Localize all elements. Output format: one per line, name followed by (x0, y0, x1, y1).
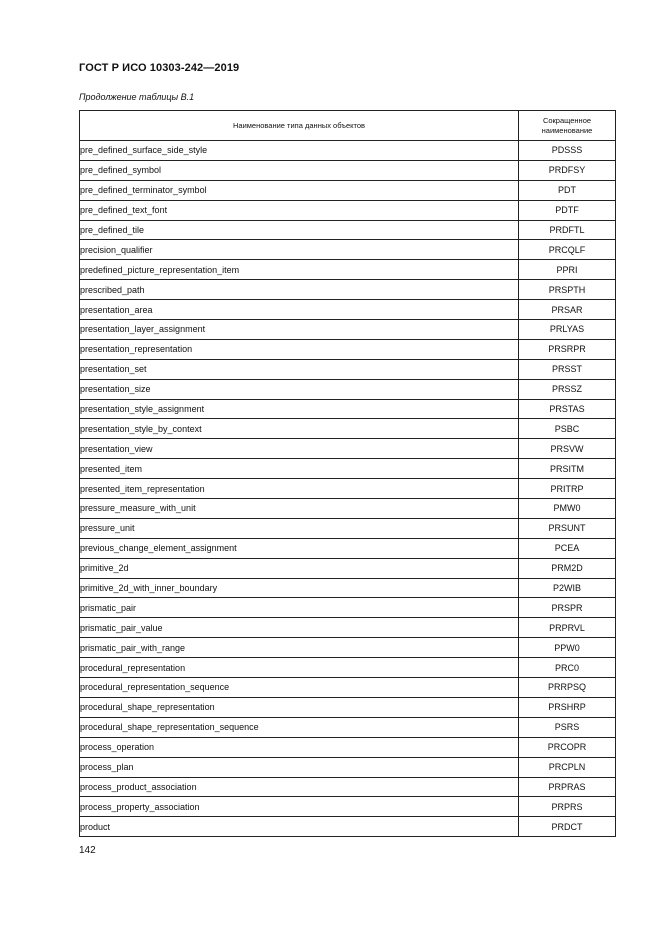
entity-type-name: pre_defined_text_font (80, 200, 519, 220)
entity-type-name: primitive_2d_with_inner_boundary (80, 578, 519, 598)
table-caption: Продолжение таблицы В.1 (79, 92, 195, 102)
entity-type-name: procedural_representation_sequence (80, 678, 519, 698)
table-row (80, 141, 616, 161)
short-name: PRSHRP (519, 697, 616, 717)
table-row (80, 697, 616, 717)
short-name: PRDCT (519, 817, 616, 837)
table-row (80, 479, 616, 499)
short-name: PRSPTH (519, 280, 616, 300)
short-name: PRLYAS (519, 320, 616, 340)
table-row (80, 260, 616, 280)
table-row (80, 339, 616, 359)
table-row (80, 638, 616, 658)
column-header-name: Наименование типа данных объектов (80, 111, 519, 141)
entity-type-name: presentation_view (80, 439, 519, 459)
table-row (80, 777, 616, 797)
table-row (80, 558, 616, 578)
short-name: PRCPLN (519, 757, 616, 777)
entity-type-name: process_property_association (80, 797, 519, 817)
entity-type-name: procedural_representation (80, 658, 519, 678)
short-name: PSRS (519, 717, 616, 737)
table-row (80, 280, 616, 300)
short-name: P2WIB (519, 578, 616, 598)
table-row (80, 200, 616, 220)
entity-type-name: pre_defined_terminator_symbol (80, 180, 519, 200)
table-row (80, 320, 616, 340)
entity-type-name: precision_qualifier (80, 240, 519, 260)
short-name: PRSPR (519, 598, 616, 618)
entity-type-name: pressure_measure_with_unit (80, 499, 519, 519)
entity-type-name: pre_defined_surface_side_style (80, 141, 519, 161)
entity-type-name: pre_defined_tile (80, 220, 519, 240)
entity-type-name: predefined_picture_representation_item (80, 260, 519, 280)
short-name: PDSSS (519, 141, 616, 161)
short-name: PRC0 (519, 658, 616, 678)
table-row (80, 518, 616, 538)
short-name: PPW0 (519, 638, 616, 658)
short-name: PRITRP (519, 479, 616, 499)
table-row (80, 678, 616, 698)
page-number: 142 (79, 845, 96, 856)
short-name: PDT (519, 180, 616, 200)
entity-type-name: prismatic_pair_with_range (80, 638, 519, 658)
entity-type-name: prismatic_pair (80, 598, 519, 618)
table-row (80, 658, 616, 678)
table-row (80, 757, 616, 777)
table-header-row (80, 111, 616, 141)
table-row (80, 717, 616, 737)
short-name: PRSITM (519, 459, 616, 479)
short-name: PRRPSQ (519, 678, 616, 698)
table-row (80, 300, 616, 320)
entity-type-name: process_product_association (80, 777, 519, 797)
short-name: PRDFTL (519, 220, 616, 240)
document-header: ГОСТ Р ИСО 10303-242—2019 (79, 62, 240, 74)
entity-type-name: presentation_representation (80, 339, 519, 359)
entity-type-name: presentation_style_by_context (80, 419, 519, 439)
entity-type-name: process_plan (80, 757, 519, 777)
table-row (80, 499, 616, 519)
entity-type-name: presentation_set (80, 359, 519, 379)
table-row (80, 379, 616, 399)
entity-type-name: pre_defined_symbol (80, 160, 519, 180)
entity-type-name: primitive_2d (80, 558, 519, 578)
short-name: PRSTAS (519, 399, 616, 419)
short-name: PDTF (519, 200, 616, 220)
short-name: PRSSZ (519, 379, 616, 399)
table-row (80, 439, 616, 459)
entity-type-name: product (80, 817, 519, 837)
table-row (80, 737, 616, 757)
table-row (80, 220, 616, 240)
entity-type-name: presented_item (80, 459, 519, 479)
table-row (80, 598, 616, 618)
table-row (80, 618, 616, 638)
short-name: PRSAR (519, 300, 616, 320)
entity-type-name: presented_item_representation (80, 479, 519, 499)
table-row (80, 180, 616, 200)
entity-type-name: prescribed_path (80, 280, 519, 300)
short-name: PRCOPR (519, 737, 616, 757)
entity-type-name: presentation_style_assignment (80, 399, 519, 419)
short-name: PRSUNT (519, 518, 616, 538)
short-name: PSBC (519, 419, 616, 439)
data-types-table (79, 110, 616, 837)
short-name: PRSVW (519, 439, 616, 459)
table-body (80, 141, 616, 837)
short-name: PRDFSY (519, 160, 616, 180)
table-row (80, 419, 616, 439)
entity-type-name: pressure_unit (80, 518, 519, 538)
entity-type-name: presentation_area (80, 300, 519, 320)
entity-type-name: procedural_shape_representation_sequence (80, 717, 519, 737)
table-row (80, 160, 616, 180)
entity-type-name: procedural_shape_representation (80, 697, 519, 717)
entity-type-name: presentation_layer_assignment (80, 320, 519, 340)
entity-type-name: process_operation (80, 737, 519, 757)
table-row (80, 538, 616, 558)
table-row (80, 359, 616, 379)
short-name: PRPRS (519, 797, 616, 817)
table-row (80, 459, 616, 479)
table-row (80, 817, 616, 837)
short-name: PPRI (519, 260, 616, 280)
short-name: PCEA (519, 538, 616, 558)
column-header-abbr: Сокращенное наименование (519, 111, 616, 141)
table-row (80, 578, 616, 598)
short-name: PRM2D (519, 558, 616, 578)
table-row (80, 240, 616, 260)
short-name: PRPRVL (519, 618, 616, 638)
short-name: PRSST (519, 359, 616, 379)
short-name: PRCQLF (519, 240, 616, 260)
short-name: PMW0 (519, 499, 616, 519)
table-row (80, 399, 616, 419)
short-name: PRPRAS (519, 777, 616, 797)
short-name: PRSRPR (519, 339, 616, 359)
entity-type-name: prismatic_pair_value (80, 618, 519, 638)
entity-type-name: presentation_size (80, 379, 519, 399)
table-row (80, 797, 616, 817)
entity-type-name: previous_change_element_assignment (80, 538, 519, 558)
